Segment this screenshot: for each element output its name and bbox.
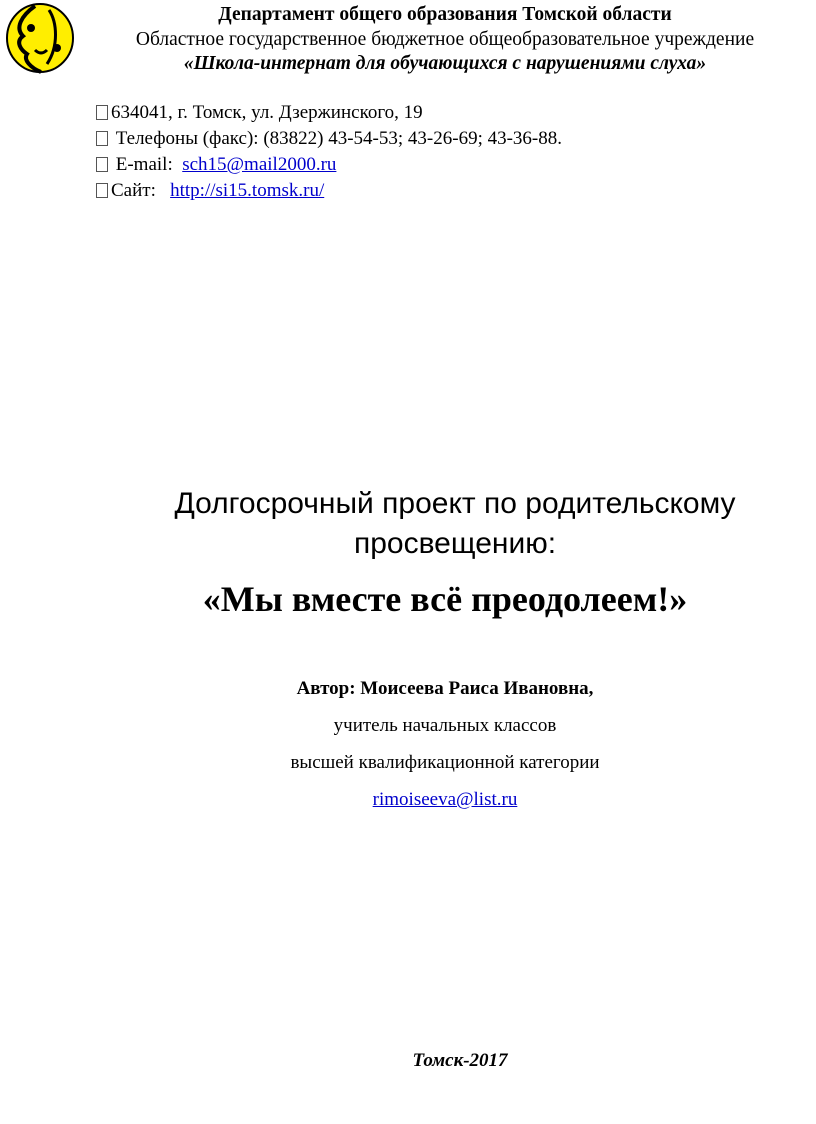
address-icon [96, 105, 108, 120]
department-name: Департамент общего образования Томской области [218, 4, 672, 25]
phone-text: Телефоны (факс): (83822) 43-54-53; 43-26-69; 43-36-88. [115, 128, 562, 149]
school-name: «Школа-интернат для обучающихся с нарушениями слуха» [183, 53, 707, 74]
school-logo [5, 2, 75, 74]
email-row [96, 152, 562, 178]
site-icon [96, 183, 108, 198]
author-email-link[interactable]: rimoiseeva@list.ru [372, 789, 518, 810]
contacts-block [96, 100, 562, 204]
author-category: высшей квалификационной категории [290, 752, 600, 773]
city-year: Томск-2017 [412, 1050, 508, 1071]
address-row [96, 100, 562, 126]
school-email-link[interactable]: sch15@mail2000.ru [182, 154, 337, 175]
project-title [130, 484, 780, 564]
school-site-link[interactable]: http://si15.tomsk.ru/ [170, 180, 325, 201]
email-icon [96, 157, 108, 172]
email-label: E-mail: [115, 154, 173, 175]
site-label: Сайт: [111, 180, 156, 201]
address-text: 634041, г. Томск, ул. Дзержинского, 19 [111, 102, 423, 123]
site-row [96, 178, 562, 204]
author-name: Автор: Моисеева Раиса Ивановна, [296, 678, 594, 699]
institution-type: Областное государственное бюджетное общеобразовательное учреждение [135, 29, 755, 50]
author-position: учитель начальных классов [333, 715, 557, 736]
phone-icon [96, 131, 108, 146]
project-slogan: «Мы вместе всё преодолеем!» [202, 579, 688, 619]
project-title-line1: Долгосрочный проект по родительскому [174, 487, 736, 520]
project-title-line2: просвещению: [353, 527, 557, 560]
phone-row [96, 126, 562, 152]
author-email-row [100, 789, 790, 811]
